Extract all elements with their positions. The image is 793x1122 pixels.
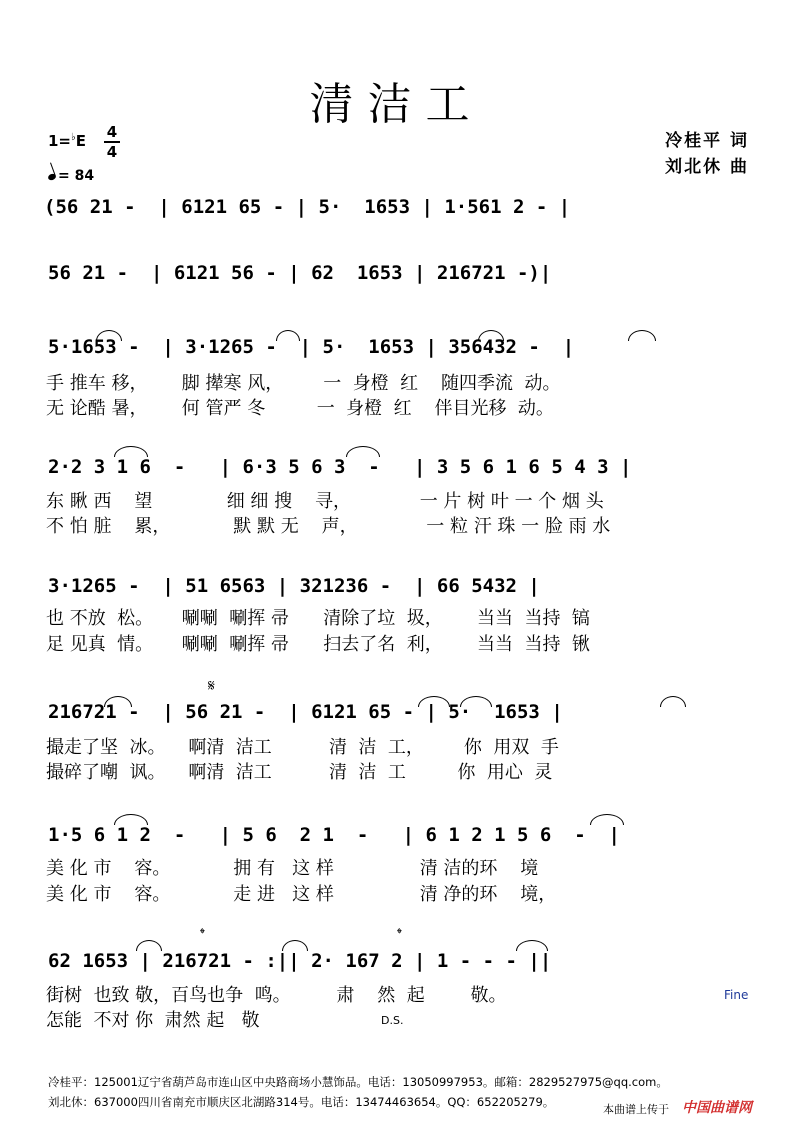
score-row-4-notes: 2·2 3 1 6 - | 6·3 5 6 3 - | 3 5 6 1 6 5 4 3 | (48, 456, 632, 478)
footer-contact-composer: 刘北休：637000四川省南充市顺庆区北湖路314号。电话：13474463654。QQ：652205279。 (48, 1095, 555, 1109)
score-row-1-notes: (56 21 - | 6121 65 - | 5· 1653 | 1·561 2 - | (44, 196, 571, 218)
slur (660, 696, 686, 707)
score-row-5-notes: 3·1265 - | 51 6563 | 321236 - | 66 5432 | (48, 575, 540, 597)
score-row-3-notes: 5·1653 - | 3·1265 - | 5· 1653 | 356432 - | (48, 336, 575, 358)
quarter-note-icon (47, 173, 57, 181)
score-row-7-notes: 1·5 6 1 2 - | 5 6 2 1 - | 6 1 2 1 5 6 - | (48, 824, 620, 846)
time-bottom: 4 (106, 143, 118, 161)
score-row-3-lyrics-2: 无 论酷 暑， 何 管严 冬 一 身橙 红 伴目光移 动。 (46, 398, 554, 419)
slur (516, 940, 548, 951)
time-top: 4 (106, 123, 118, 141)
slur (96, 330, 122, 341)
slur (478, 330, 504, 341)
tempo-mark (48, 168, 94, 184)
fine-mark: Fine (724, 988, 749, 1002)
key-prefix: 1= (48, 132, 72, 150)
site-name: 中国曲谱网 (682, 1100, 752, 1116)
footer-contact-lyricist: 冷桂平：125001辽宁省葫芦岛市连山区中央路商场小慧饰品。电话：13050997953。邮箱：2829527975@qq.com。 (48, 1075, 668, 1089)
ds-mark: D.S. (381, 1014, 404, 1027)
slur (136, 940, 162, 951)
key-note: E (75, 132, 86, 150)
score-row-6-lyrics-2: 撮碎了嘲 讽。 啊清 洁工 清 洁 工 你 用心 灵 (46, 762, 553, 783)
score-row-7-lyrics-2: 美 化 市 容。 走 进 这 样 清 净的环 境， (46, 884, 557, 905)
score-row-3-lyrics-1: 手 推车 移， 脚 撵寒 风， 一 身橙 红 随四季流 动。 (46, 373, 561, 394)
slur (114, 446, 148, 457)
slur (460, 696, 492, 707)
score-row-5-lyrics-1: 也 不放 松。 唰唰 唰挥 帚 清除了垃 圾， 当当 当持 镐 (46, 608, 590, 629)
score-row-4-lyrics-1: 东 瞅 西 望 细 细 搜 寻， 一 片 树 叶 一 个 烟 头 (46, 491, 604, 512)
slur (104, 696, 132, 707)
slur (114, 814, 148, 825)
lyricist-credit: 冷桂平 词 (665, 131, 749, 151)
composer-credit: 刘北休 曲 (665, 157, 749, 177)
page-title: 清洁工 (309, 79, 484, 130)
slur (590, 814, 624, 825)
score-row-8-lyrics-1: 街树 也致 敬，百鸟也争 鸣。 肃 然 起 敬。 (46, 985, 507, 1006)
slur (418, 696, 450, 707)
time-signature (104, 124, 120, 160)
tempo-value: = 84 (58, 168, 95, 184)
coda-sign-2: 𝄌 (397, 926, 402, 942)
site-logo (682, 1097, 752, 1117)
coda-sign-1: 𝄌 (200, 926, 205, 942)
segno-sign: 𝄋 (208, 676, 215, 695)
score-row-6-notes: 216721 - | 56 21 - | 6121 65 - | 5· 1653 | (48, 701, 563, 723)
upload-note: 本曲谱上传于 (603, 1103, 669, 1116)
score-row-7-lyrics-1: 美 化 市 容。 拥 有 这 样 清 洁的环 境 (46, 858, 539, 879)
score-row-4-lyrics-2: 不 怕 脏 累， 默 默 无 声， 一 粒 汗 珠 一 脸 雨 水 (46, 516, 611, 537)
slur (346, 446, 380, 457)
key-signature (48, 132, 86, 150)
score-row-5-lyrics-2: 足 见真 情。 唰唰 唰挥 帚 扫去了名 利， 当当 当持 锹 (46, 634, 590, 655)
flat-sign: ♭ (71, 132, 76, 143)
slur (282, 940, 308, 951)
score-row-6-lyrics-1: 撮走了坚 冰。 啊清 洁工 清 洁 工， 你 用双 手 (46, 737, 559, 758)
slur (628, 330, 656, 341)
slur (276, 330, 300, 341)
score-row-8-lyrics-2: 怎能 不对 你 肃然 起 敬 (46, 1010, 260, 1031)
score-row-8-notes: 62 1653 | 216721 - :|| 2· 167 2 | 1 - - - || (48, 950, 552, 972)
score-row-2-notes: 56 21 - | 6121 56 - | 62 1653 | 216721 -)| (48, 262, 552, 284)
